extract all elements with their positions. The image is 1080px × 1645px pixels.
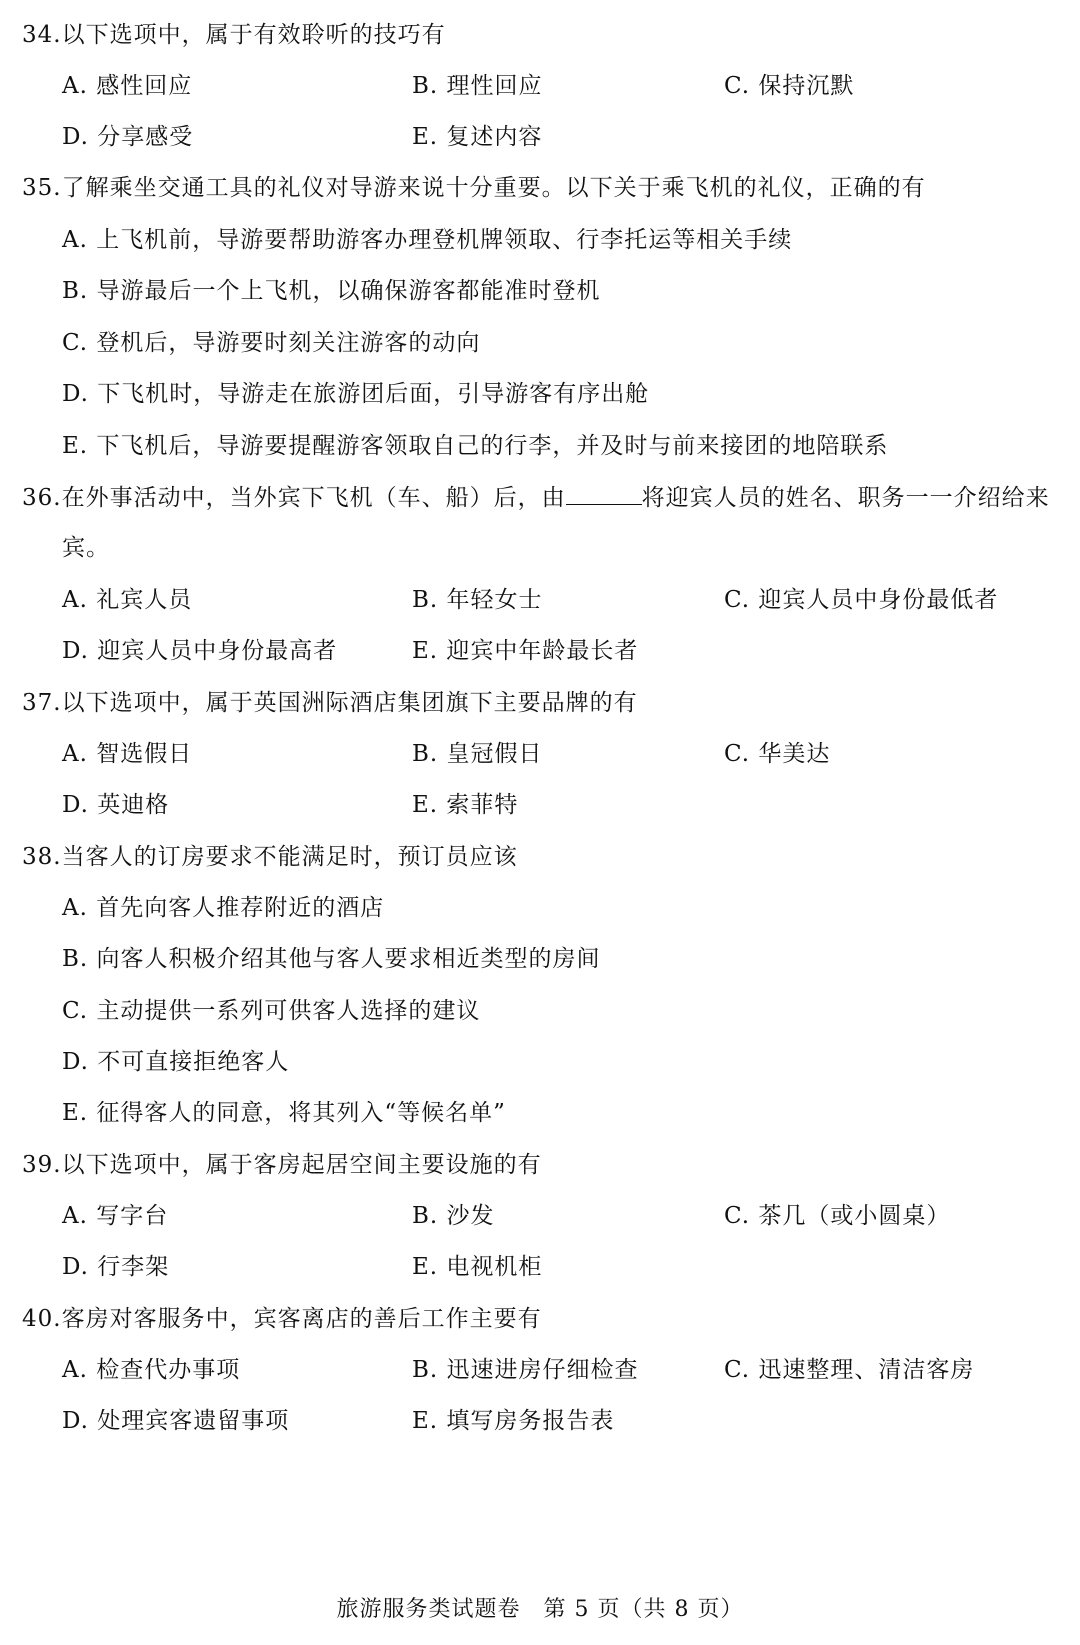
question-number: 39. <box>22 1152 62 1178</box>
fill-in-blank <box>566 482 642 505</box>
option-e: E. 索菲特 <box>412 792 519 818</box>
option-b: B. 理性回应 <box>412 73 543 99</box>
option-c: C. 保持沉默 <box>724 73 855 99</box>
question-text: 以下选项中，属于英国洲际酒店集团旗下主要品牌的有 <box>61 690 638 716</box>
question-39-stem <box>22 1150 542 1180</box>
question-text: 以下选项中，属于客房起居空间主要设施的有 <box>61 1152 542 1178</box>
option-c: C. 登机后，导游要时刻关注游客的动向 <box>62 330 481 356</box>
question-number: 34. <box>22 22 62 48</box>
option-b: B. 迅速进房仔细检查 <box>412 1357 639 1383</box>
option-c: C. 茶几（或小圆桌） <box>724 1203 951 1229</box>
option-b: B. 年轻女士 <box>412 587 543 613</box>
option-d: D. 英迪格 <box>62 792 170 818</box>
option-d: D. 行李架 <box>62 1254 170 1280</box>
option-b: B. 皇冠假日 <box>412 741 543 767</box>
option-e: E. 下飞机后，导游要提醒游客领取自己的行李，并及时与前来接团的地陪联系 <box>62 433 889 459</box>
page-footer: 旅游服务类试题卷 第 5 页（共 8 页） <box>336 1597 744 1622</box>
option-a: A. 感性回应 <box>62 73 193 99</box>
option-e: E. 电视机柜 <box>412 1254 543 1280</box>
option-b: B. 沙发 <box>412 1203 495 1229</box>
question-37-stem <box>22 688 638 718</box>
option-e: E. 复述内容 <box>412 124 543 150</box>
option-d: D. 下飞机时，导游走在旅游团后面，引导游客有序出舱 <box>62 381 650 407</box>
option-c: C. 迎宾人员中身份最低者 <box>724 587 999 613</box>
option-a: A. 检查代办事项 <box>62 1357 241 1383</box>
option-d: D. 处理宾客遗留事项 <box>62 1408 290 1434</box>
question-number: 35. <box>22 175 62 201</box>
question-34-stem <box>22 20 446 50</box>
question-36-stem-continued: 宾。 <box>62 535 110 561</box>
question-number: 36. <box>22 485 62 511</box>
option-d: D. 迎宾人员中身份最高者 <box>62 638 338 664</box>
question-number: 38. <box>22 844 62 870</box>
option-a: A. 上飞机前，导游要帮助游客办理登机牌领取、行李托运等相关手续 <box>62 227 793 253</box>
question-text-before-blank: 在外事活动中，当外宾下飞机（车、船）后，由 <box>61 485 566 511</box>
option-c: C. 迅速整理、清洁客房 <box>724 1357 975 1383</box>
question-text-after-blank: 将迎宾人员的姓名、职务一一介绍给来 <box>641 485 1050 511</box>
option-e: E. 填写房务报告表 <box>412 1408 615 1434</box>
option-e: E. 征得客人的同意，将其列入“等候名单” <box>62 1100 506 1126</box>
question-text: 以下选项中，属于有效聆听的技巧有 <box>61 22 446 48</box>
option-a: A. 首先向客人推荐附近的酒店 <box>62 895 385 921</box>
question-40-stem <box>22 1304 542 1334</box>
question-35-stem <box>22 173 926 203</box>
option-d: D. 分享感受 <box>62 124 194 150</box>
question-number: 37. <box>22 690 62 716</box>
question-36-stem <box>22 482 1050 513</box>
question-number: 40. <box>22 1306 62 1332</box>
question-38-stem <box>22 842 518 872</box>
option-b: B. 向客人积极介绍其他与客人要求相近类型的房间 <box>62 946 601 972</box>
question-text: 客房对客服务中，宾客离店的善后工作主要有 <box>61 1306 542 1332</box>
option-a: A. 礼宾人员 <box>62 587 193 613</box>
option-c: C. 主动提供一系列可供客人选择的建议 <box>62 998 481 1024</box>
option-b: B. 导游最后一个上飞机，以确保游客都能准时登机 <box>62 278 601 304</box>
question-text: 了解乘坐交通工具的礼仪对导游来说十分重要。以下关于乘飞机的礼仪，正确的有 <box>61 175 926 201</box>
option-a: A. 智选假日 <box>62 741 193 767</box>
option-a: A. 写字台 <box>62 1203 169 1229</box>
option-e: E. 迎宾中年龄最长者 <box>412 638 639 664</box>
question-text: 当客人的订房要求不能满足时，预订员应该 <box>61 844 518 870</box>
option-c: C. 华美达 <box>724 741 831 767</box>
option-d: D. 不可直接拒绝客人 <box>62 1049 290 1075</box>
